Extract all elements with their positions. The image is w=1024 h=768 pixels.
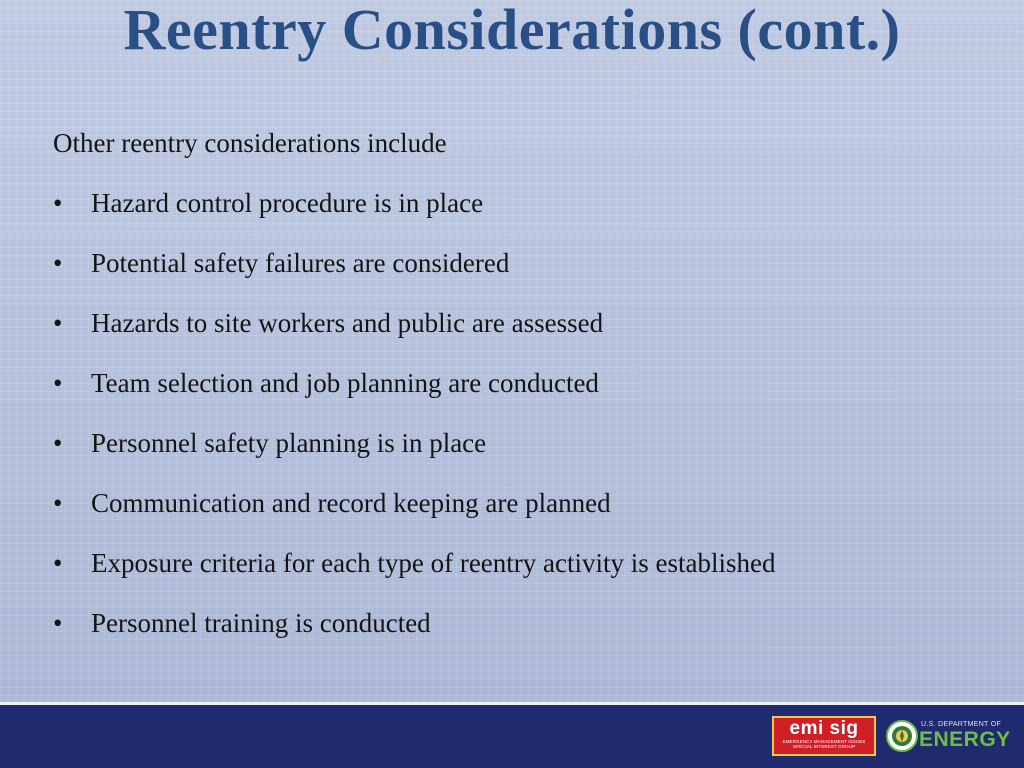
emi-logo-subtext: EMERGENCY MANAGEMENT ISSUES <box>782 739 866 744</box>
intro-text: Other reentry considerations include <box>53 128 447 158</box>
emi-logo-text: emi sig <box>789 718 859 739</box>
bullet-item <box>53 488 993 519</box>
bullet-item <box>53 248 993 279</box>
bullet-list <box>53 188 993 639</box>
doe-energy-text: ENERGY <box>919 728 1011 751</box>
bullet-dot: • <box>53 488 63 518</box>
bullet-dot: • <box>53 248 63 278</box>
bullet-item <box>53 368 993 399</box>
bullet-dot: • <box>53 428 63 458</box>
bullet-text: Personnel training is conducted <box>91 608 431 638</box>
bullet-item <box>53 308 993 339</box>
bullet-dot: • <box>53 608 63 638</box>
bullet-item <box>53 428 993 459</box>
bullet-text: Hazard control procedure is in place <box>91 188 484 218</box>
bullet-dot: • <box>53 368 63 398</box>
bullet-text: Team selection and job planning are conducted <box>91 368 599 398</box>
doe-seal-icon <box>886 720 918 752</box>
bullet-dot: • <box>53 308 63 338</box>
doe-department-text: U.S. DEPARTMENT OF <box>921 721 1002 728</box>
emi-sig-logo <box>772 716 876 756</box>
emi-logo-subtext: SPECIAL INTEREST GROUP <box>792 744 856 749</box>
slide-content <box>53 128 993 668</box>
bullet-text: Hazards to site workers and public are assessed <box>91 308 604 338</box>
bullet-text: Exposure criteria for each type of reentry activity is established <box>91 548 776 578</box>
bullet-text: Potential safety failures are considered <box>91 248 510 278</box>
bullet-item <box>53 608 993 639</box>
bullet-text: Personnel safety planning is in place <box>91 428 487 458</box>
slide-title: Reentry Considerations (cont.) <box>123 0 901 62</box>
bullet-dot: • <box>53 188 63 218</box>
bullet-text: Communication and record keeping are planned <box>91 488 611 518</box>
bullet-dot: • <box>53 548 63 578</box>
bullet-item <box>53 548 993 579</box>
bullet-item <box>53 188 993 219</box>
